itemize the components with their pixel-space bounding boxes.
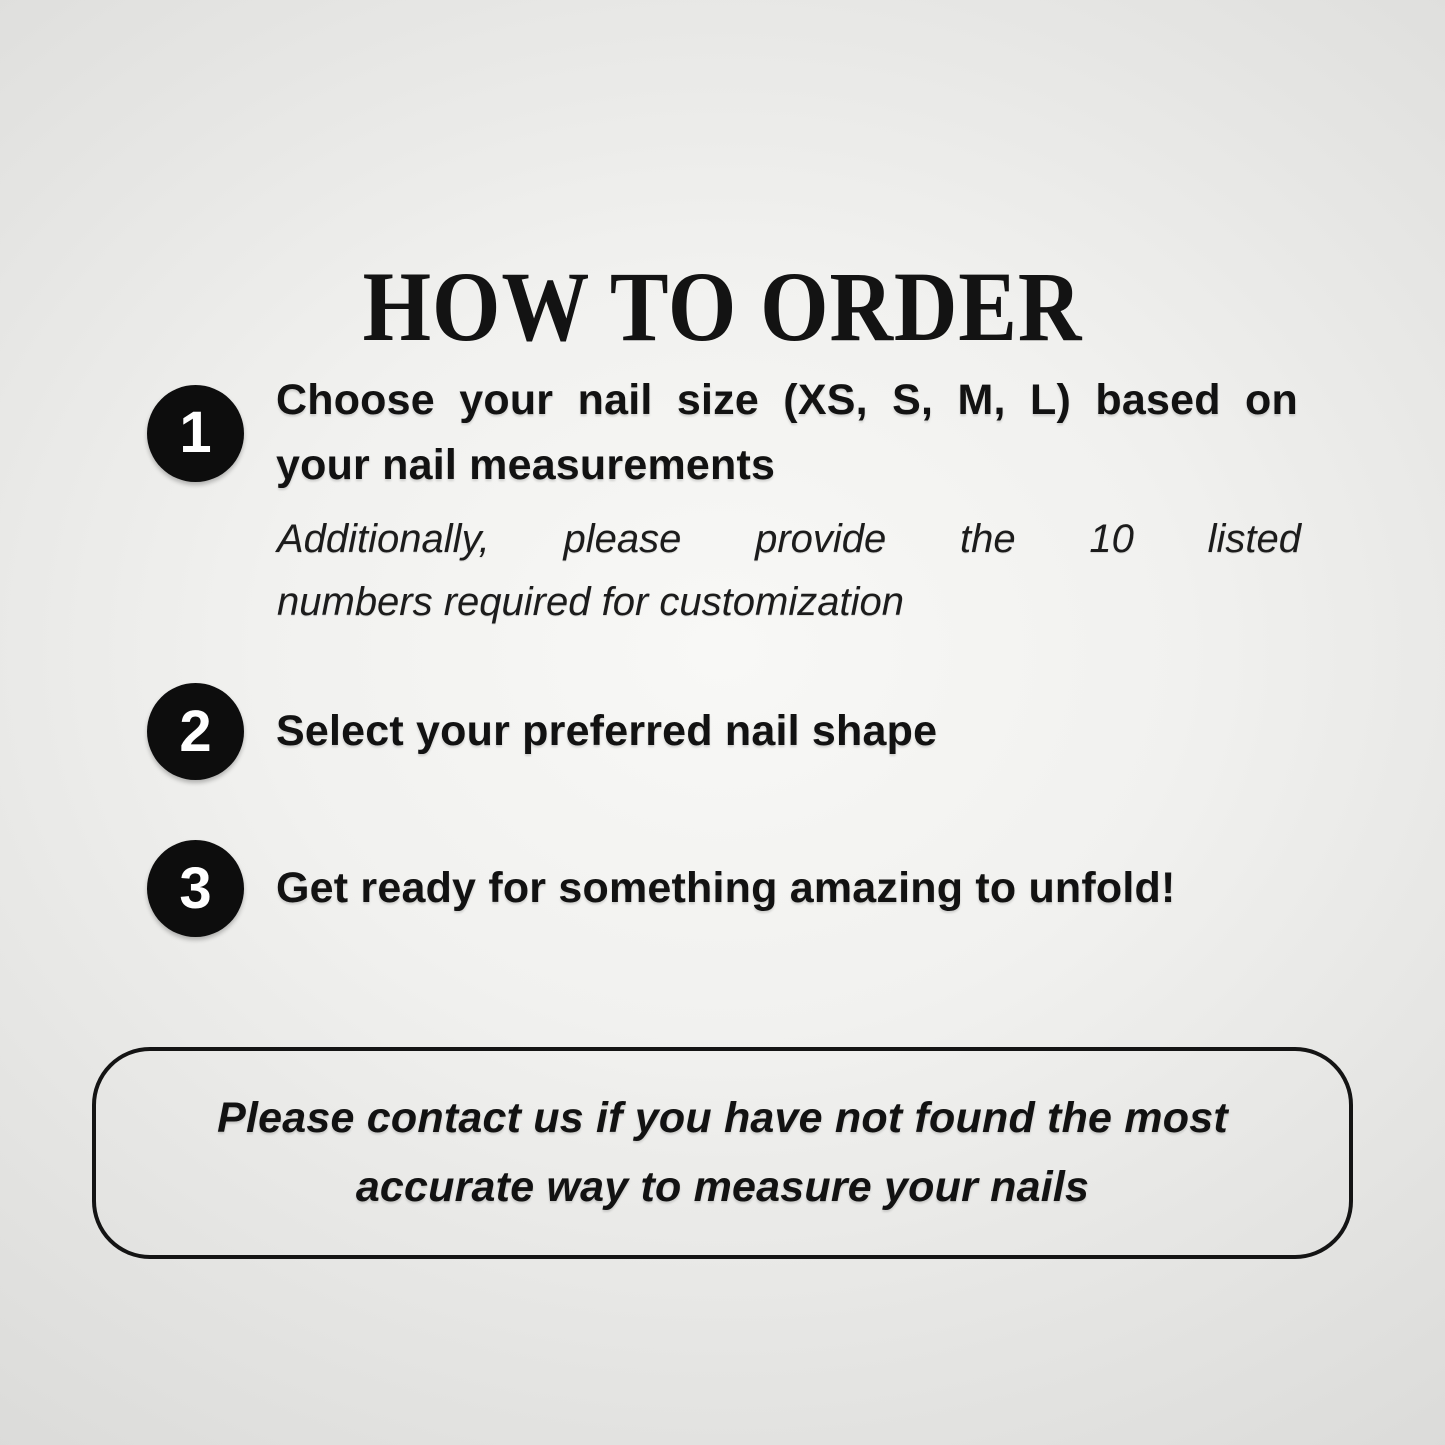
step-3-line-1: Get ready for something amazing to unfold!	[276, 863, 1176, 912]
step-1-line-2: your nail measurements	[276, 441, 776, 490]
page-title: HOW TO ORDER	[362, 251, 1083, 362]
step-3-number: 3	[179, 855, 212, 921]
step-1	[147, 368, 1298, 499]
step-1-line-1: Choose your nail size (XS, S, M, L) based on	[276, 376, 1298, 424]
step-3-text	[276, 856, 1298, 921]
step-3	[147, 840, 1298, 937]
contact-note-text: Please contact us if you have not found the most accurate way to measure your nails	[217, 1094, 1228, 1211]
step-2-number-badge	[147, 683, 244, 780]
step-2	[147, 683, 1298, 780]
step-2-line-1: Select your preferred nail shape	[276, 706, 938, 755]
contact-note-box	[92, 1047, 1353, 1259]
step-2-text	[276, 699, 1298, 764]
step-1-number: 1	[179, 400, 212, 466]
step-2-number: 2	[179, 698, 212, 764]
step-1-note	[277, 508, 1301, 634]
step-1-text	[276, 368, 1298, 499]
step-1-number-badge	[147, 385, 244, 482]
step-1-note-line-1: Additionally, please provide the 10 listed	[277, 517, 1301, 561]
step-3-number-badge	[147, 840, 244, 937]
step-1-note-line-2: numbers required for customization	[277, 580, 904, 625]
